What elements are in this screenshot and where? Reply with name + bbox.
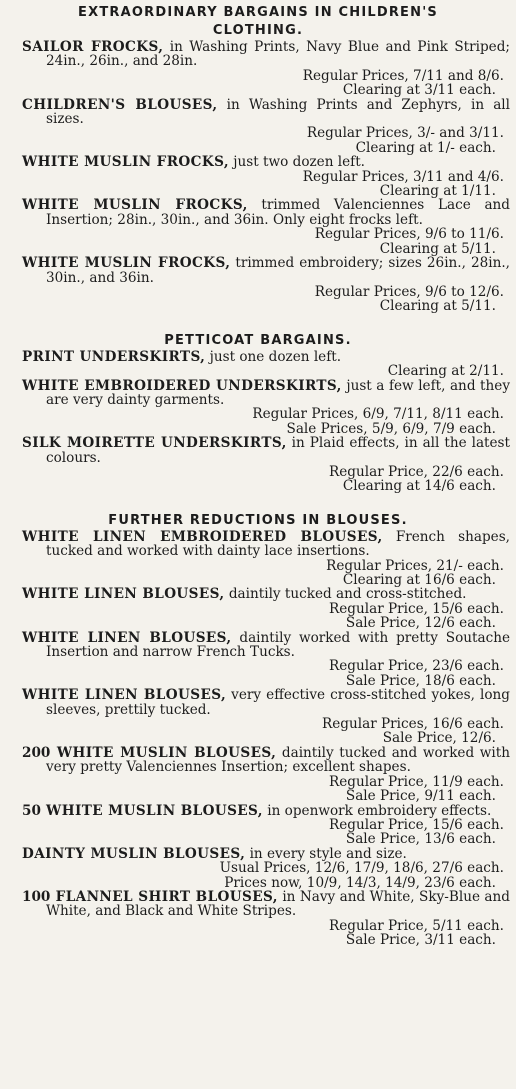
price-line: Clearing at 14/6 each. — [342, 478, 496, 495]
item-heading: WHITE LINEN EMBROIDERED BLOUSES, — [22, 528, 383, 545]
price-line: Regular Prices, 3/11 and 4/6. — [302, 168, 504, 185]
item-heading: WHITE LINEN BLOUSES, — [22, 687, 227, 704]
item-heading: WHITE MUSLIN FROCKS, — [22, 197, 248, 214]
item-description: in every style and size. — [245, 845, 407, 862]
price-line: Sale Price, 12/6 each. — [345, 615, 496, 632]
section-petticoat-bargains — [6, 332, 510, 494]
price-line: Sale Price, 3/11 each. — [345, 932, 496, 949]
list-item — [6, 350, 510, 379]
item-description: in openwork embroidery effects. — [262, 802, 492, 819]
price-line: Regular Prices, 9/6 to 11/6. — [314, 226, 504, 243]
list-item — [6, 587, 510, 630]
price-line: Regular Prices, 3/- and 3/11. — [306, 125, 504, 142]
price-line: Usual Prices, 12/6, 17/9, 18/6, 27/6 each. — [219, 860, 504, 877]
price-line: Clearing at 2/11. — [387, 363, 504, 380]
list-item — [6, 847, 510, 890]
price-line: Sale Price, 13/6 each. — [345, 831, 496, 848]
item-description: trimmed Valenciennes Lace and Insertion; 28in., 30in., and 36in. Only eight frocks left. — [46, 197, 510, 228]
price-line: Clearing at 5/11. — [379, 240, 496, 257]
price-line: Regular Price, 5/11 each. — [329, 917, 504, 934]
list-item — [6, 155, 510, 198]
price-line: Sale Price, 18/6 each. — [345, 672, 496, 689]
item-description: French shapes, tucked and worked with dainty lace insertions. — [46, 528, 510, 560]
price-line: Regular Price, 11/9 each. — [329, 773, 504, 790]
price-line: Sale Price, 9/11 each. — [345, 788, 496, 805]
price-line: Clearing at 3/11 each. — [342, 82, 496, 99]
item-heading: DAINTY MUSLIN BLOUSES, — [22, 845, 246, 862]
price-line: Clearing at 1/11. — [379, 183, 496, 200]
item-heading: SILK MOIRETTE UNDERSKIRTS, — [22, 435, 287, 452]
item-heading: SAILOR FROCKS, — [22, 39, 164, 55]
item-heading: WHITE EMBROIDERED UNDERSKIRTS, — [22, 377, 342, 394]
item-heading: PRINT UNDERSKIRTS, — [22, 348, 206, 365]
price-line: Regular Prices, 6/9, 7/11, 8/11 each. — [252, 406, 504, 423]
item-description: in Plaid effects, in all the latest colours. — [46, 435, 510, 466]
item-description: daintily worked with pretty Soutache Insertion and narrow French Tucks. — [46, 629, 511, 661]
item-heading: WHITE MUSLIN FROCKS, — [22, 255, 231, 272]
item-description: in Washing Prints, Navy Blue and Pink Striped; 24in., 26in., and 28in. — [46, 39, 510, 70]
item-description: just a few left, and they are very dainty garments. — [46, 377, 510, 408]
list-item — [6, 40, 510, 98]
item-description: daintily tucked and cross-stitched. — [224, 586, 467, 603]
item-heading: WHITE MUSLIN BLOUSES, — [40, 802, 263, 819]
price-line: Regular Prices, 21/- each. — [326, 557, 504, 574]
price-line: Clearing at 1/- each. — [355, 139, 496, 156]
item-heading: WHITE LINEN BLOUSES, — [22, 629, 232, 646]
list-item — [6, 631, 510, 689]
price-line: Regular Prices, 7/11 and 8/6. — [302, 67, 504, 84]
item-description: daintily tucked and worked with very pretty Valenciennes Insertion; excellent shapes. — [46, 744, 510, 776]
price-line: Regular Price, 15/6 each. — [329, 600, 504, 617]
price-line: Regular Price, 22/6 each. — [329, 463, 504, 480]
item-heading: WHITE LINEN BLOUSES, — [22, 586, 225, 603]
section-childrens-clothing — [6, 4, 510, 314]
item-count: 200 — [22, 744, 51, 761]
list-item — [6, 436, 510, 494]
list-item — [6, 198, 510, 256]
list-item — [6, 804, 510, 847]
section-title: FURTHER REDUCTIONS IN BLOUSES. — [108, 512, 408, 528]
price-line: Regular Price, 23/6 each. — [329, 658, 504, 675]
price-line: Clearing at 16/6 each. — [342, 572, 496, 588]
item-description: very effective cross-stitched yokes, long sleeves, prettily tucked. — [46, 687, 510, 718]
list-item — [6, 890, 510, 948]
list-item — [6, 530, 510, 588]
section-title: EXTRAORDINARY BARGAINS IN CHILDREN'S — [78, 5, 438, 20]
item-description: just two dozen left. — [228, 154, 365, 171]
item-count: 50 — [22, 802, 41, 819]
list-item — [6, 746, 510, 804]
section-title-continued: CLOTHING. — [212, 23, 304, 38]
price-line: Regular Prices, 9/6 to 12/6. — [314, 283, 504, 300]
item-description: in Washing Prints and Zephyrs, in all sizes. — [46, 96, 510, 128]
price-line: Sale Prices, 5/9, 6/9, 7/9 each. — [286, 420, 496, 437]
price-line: Sale Price, 12/6. — [382, 730, 496, 747]
price-line: Prices now, 10/9, 14/3, 14/9, 23/6 each. — [224, 874, 496, 891]
item-heading: FLANNEL SHIRT BLOUSES, — [50, 888, 278, 905]
price-line: Regular Prices, 16/6 each. — [322, 716, 504, 733]
price-line: Regular Price, 15/6 each. — [329, 816, 504, 833]
list-item — [6, 98, 510, 156]
price-line: Clearing at 5/11. — [379, 298, 496, 315]
item-description: in Navy and White, Sky-Blue and White, and Black and White Stripes. — [46, 888, 510, 920]
item-heading: WHITE MUSLIN BLOUSES, — [50, 744, 277, 761]
item-heading: WHITE MUSLIN FROCKS, — [22, 154, 229, 171]
section-blouse-reductions — [6, 512, 510, 948]
item-heading: CHILDREN'S BLOUSES, — [22, 96, 218, 113]
section-title: PETTICOAT BARGAINS. — [164, 332, 352, 348]
item-description: just one dozen left. — [205, 348, 342, 365]
item-count: 100 — [22, 888, 51, 905]
list-item — [6, 688, 510, 746]
list-item — [6, 256, 510, 314]
list-item — [6, 379, 510, 437]
item-description: trimmed embroidery; sizes 26in., 28in., 30in., and 36in. — [46, 255, 510, 286]
